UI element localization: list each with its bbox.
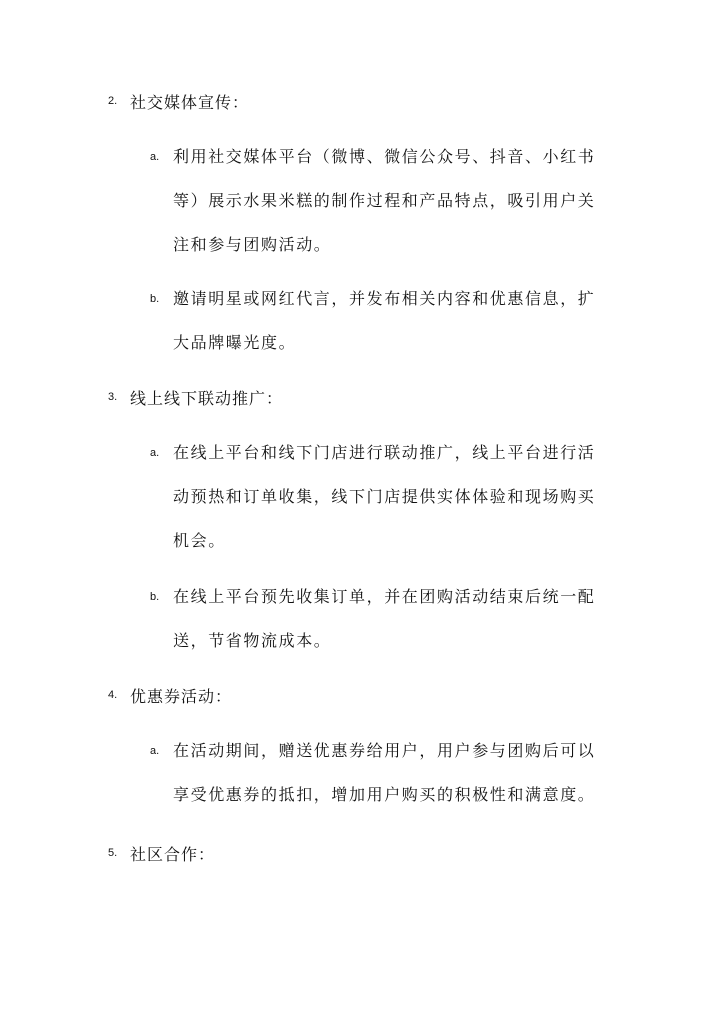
section-number: 3. (108, 391, 118, 403)
item-text (173, 431, 640, 563)
text-line: 动预热和订单收集，线下门店提供实体体验和现场购买 (173, 487, 596, 506)
item-marker: a. (150, 151, 160, 163)
text-line: 在活动期间，赠送优惠券给用户，用户参与团购后可以 (173, 741, 596, 760)
section-heading-4 (108, 680, 232, 710)
text-line: 在线上平台预先收集订单，并在团购活动结束后统一配 (173, 587, 596, 606)
section-number: 4. (108, 689, 118, 701)
list-item (150, 135, 640, 267)
item-text (173, 277, 640, 365)
item-marker: a. (150, 447, 160, 459)
text-line: 等）展示水果米糕的制作过程和产品特点，吸引用户关 (173, 191, 596, 210)
section-title: 优惠券活动： (130, 686, 233, 706)
list-item (150, 729, 640, 817)
text-line: 在线上平台和线下门店进行联动推广，线上平台进行活 (173, 443, 596, 462)
section-number: 2. (108, 95, 118, 107)
text-line: 注和参与团购活动。 (173, 235, 332, 254)
text-line: 送，节省物流成本。 (173, 631, 332, 650)
section-title: 线上线下联动推广： (130, 388, 284, 408)
item-marker: b. (150, 293, 160, 305)
text-line: 大品牌曝光度。 (173, 333, 297, 352)
section-number: 5. (108, 847, 118, 859)
text-line: 机会。 (173, 531, 226, 550)
section-title: 社区合作： (130, 844, 216, 864)
item-text (173, 135, 640, 267)
list-item (150, 431, 640, 563)
section-title: 社交媒体宣传： (130, 92, 250, 112)
section-heading-3 (108, 382, 283, 412)
text-line: 利用社交媒体平台（微博、微信公众号、抖音、小红书 (173, 147, 596, 166)
item-text (173, 575, 640, 663)
list-item (150, 575, 640, 663)
list-item (150, 277, 640, 365)
section-heading-5 (108, 838, 215, 868)
section-heading-2 (108, 86, 249, 116)
text-line: 享受优惠券的抵扣，增加用户购买的积极性和满意度。 (173, 785, 596, 804)
item-marker: b. (150, 591, 160, 603)
text-line: 邀请明星或网红代言，并发布相关内容和优惠信息，扩 (173, 289, 596, 308)
item-marker: a. (150, 745, 160, 757)
item-text (173, 729, 640, 817)
